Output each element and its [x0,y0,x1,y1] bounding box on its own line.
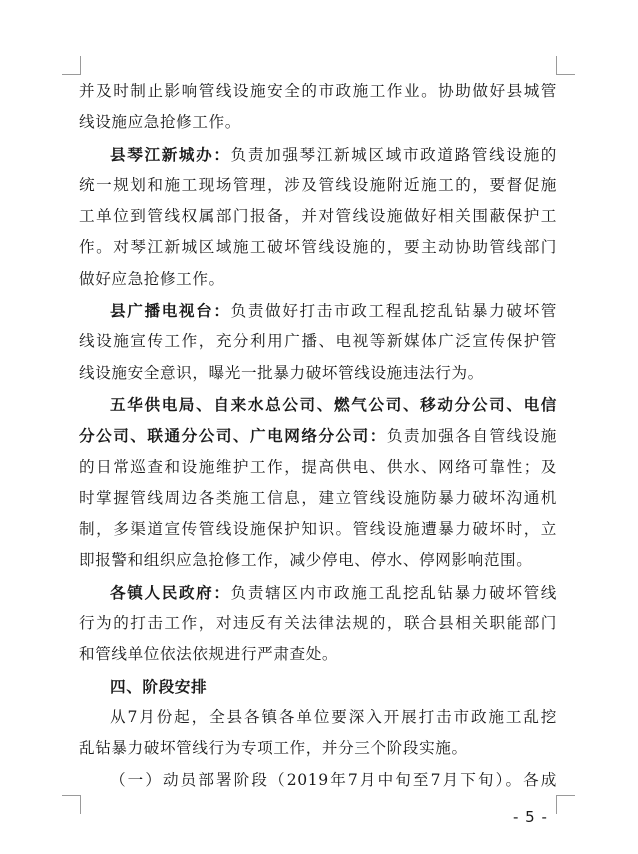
unit-heading: 各镇人民政府： [110,582,231,602]
unit-heading: 县广播电视台： [110,301,231,321]
paragraph-first-line: 从7月份起，全县各镇各单位要深入开展打击市政施工乱挖 [110,707,557,726]
crop-mark-bottom-left [62,795,81,814]
text-line: 制，多渠道宣传管线设施保护知识。管线设施遭暴力破坏时，立 [79,520,557,539]
text-line: 和管线单位依法依规进行严肃查处。 [79,645,339,664]
text-run: 负责加强各自管线设施 [386,427,557,446]
text-line: 线设施宣传工作，充分利用广播、电视等新媒体广泛宣传保护管 [79,332,557,351]
unit-heading-line: 五华供电局、自来水总公司、燃气公司、移动分公司、电信 [110,394,557,414]
text-line: 工单位到管线权属部门报备，并对管线设施做好相关围蔽保护工 [79,207,557,226]
unit-heading: 分公司、联通分公司、广电网络分公司： [79,426,387,446]
paragraph-first-line [79,139,557,170]
text-line: 线设施安全意识，曝光一批暴力破坏管线设施违法行为。 [79,363,484,382]
paragraph-first-line: （一）动员部署阶段（2019年7月中旬至7月下旬）。各成 [110,770,557,789]
text-line: 乱钻暴力破坏管线行为专项工作，并分三个阶段实施。 [79,739,468,758]
crop-mark-top-right [556,56,575,75]
text-run: 负责加强琴江新城区域市政道路管线设施的 [230,145,557,164]
text-line: 做好应急抢修工作。 [79,269,225,288]
text-run: 负责辖区内市政施工乱挖乱钻暴力破坏管线 [230,583,557,602]
text-line: 线设施应急抢修工作。 [79,113,241,132]
text-line: 即报警和组织应急抢修工作，减少停电、停水、停网影响范围。 [79,551,533,570]
document-body [79,76,557,796]
section-title: 四、阶段安排 [110,676,208,696]
text-line: 统一规划和施工现场管理，涉及管线设施附近施工的，要督促施 [79,175,557,194]
paragraph-first-line [79,295,557,326]
text-line: 时掌握管线周边各类施工信息，建立管线设施防暴力破坏沟通机 [79,488,557,507]
page-number: - 5 - [513,808,548,826]
text-line: 的日常巡查和设施维护工作，提高供电、供水、网络可靠性；及 [79,457,557,476]
unit-heading: 县琴江新城办： [110,144,231,164]
text-run: 负责做好打击市政工程乱挖乱钻暴力破坏管 [230,302,557,321]
crop-mark-bottom-right [556,795,575,814]
text-line: 作。对琴江新城区域施工破坏管线设施的，要主动协助管线部门 [79,238,557,257]
text-line: 并及时制止影响管线设施安全的市政施工作业。协助做好县城管 [79,82,557,100]
paragraph-first-line [79,577,557,608]
paragraph-line [79,420,557,451]
text-line: 行为的打击工作，对违反有关法律法规的，联合县相关职能部门 [79,614,557,633]
crop-mark-top-left [62,56,81,75]
